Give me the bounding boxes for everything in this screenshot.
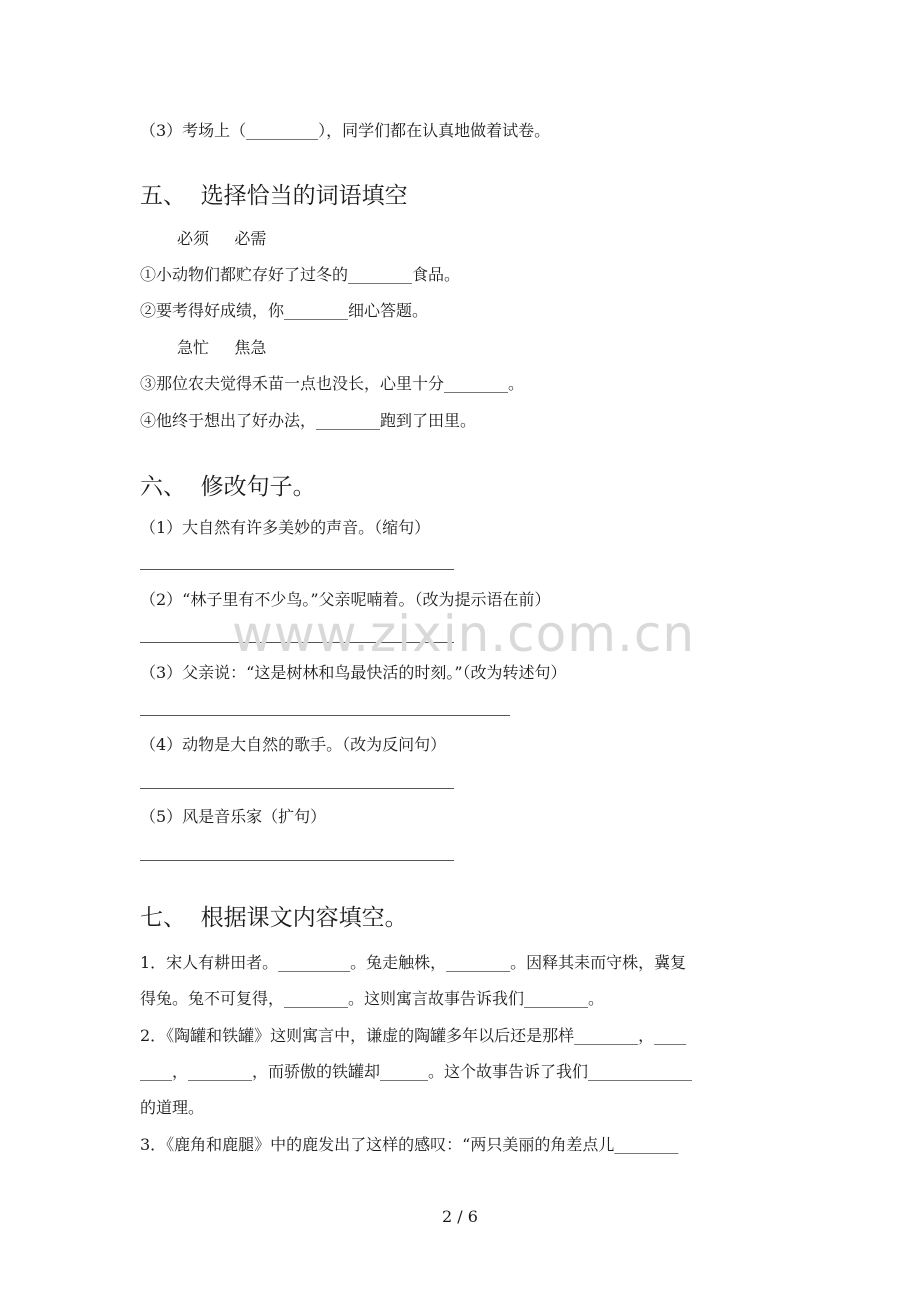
page-number: 2 / 6 xyxy=(442,1207,478,1226)
section-7-heading: 七、 根据课文内容填空。 xyxy=(140,905,408,931)
text-fill-line-3: 2．《陶罐和铁罐》这则寓言中，谦虚的陶罐多年以后还是那样________，____ xyxy=(140,1026,687,1045)
answer-line-5 xyxy=(140,860,454,861)
rewrite-item-4: （4）动物是大自然的歌手。（改为反问句） xyxy=(140,735,447,754)
watermark: www.zixin.com.cn xyxy=(232,605,696,663)
answer-line-4 xyxy=(140,788,454,789)
answer-line-1 xyxy=(140,569,454,570)
text-fill-line-5: 的道理。 xyxy=(140,1098,205,1117)
question-3-exam-room: （3）考场上（_________），同学们都在认真地做着试卷。 xyxy=(140,121,551,140)
word-pair-2: 急忙 焦急 xyxy=(177,338,267,357)
rewrite-item-5: （5）风是音乐家（扩句） xyxy=(140,807,327,826)
text-fill-line-1: 1．宋人有耕田者。_________。兔走触株，________。因释其耒而守株，冀复 xyxy=(140,953,687,972)
fill-question-4: ④他终于想出了好办法，________跑到了田里。 xyxy=(140,411,477,430)
word-pair-1: 必须 必需 xyxy=(177,229,267,248)
answer-line-3 xyxy=(140,715,510,716)
fill-question-3: ③那位农夫觉得禾苗一点也没长，心里十分________。 xyxy=(140,374,525,393)
rewrite-item-3: （3）父亲说：“这是树林和鸟最快活的时刻。”（改为转述句） xyxy=(140,663,567,682)
section-5-heading: 五、 选择恰当的词语填空 xyxy=(140,183,408,209)
rewrite-item-2: （2）“林子里有不少鸟。”父亲呢喃着。（改为提示语在前） xyxy=(140,590,551,609)
text-fill-line-2: 得兔。兔不可复得，________。这则寓言故事告诉我们________。 xyxy=(140,989,605,1008)
text-fill-line-4: ____，________，而骄傲的铁罐却______。这个故事告诉了我们_____________ xyxy=(140,1062,693,1081)
text-fill-line-6: 3．《鹿角和鹿腿》中的鹿发出了这样的感叹：“两只美丽的角差点儿________ xyxy=(140,1135,679,1154)
rewrite-item-1: （1）大自然有许多美妙的声音。（缩句） xyxy=(140,518,431,537)
fill-question-2: ②要考得好成绩，你________细心答题。 xyxy=(140,301,429,320)
section-6-heading: 六、 修改句子。 xyxy=(140,474,316,500)
fill-question-1: ①小动物们都贮存好了过冬的________食品。 xyxy=(140,265,461,284)
